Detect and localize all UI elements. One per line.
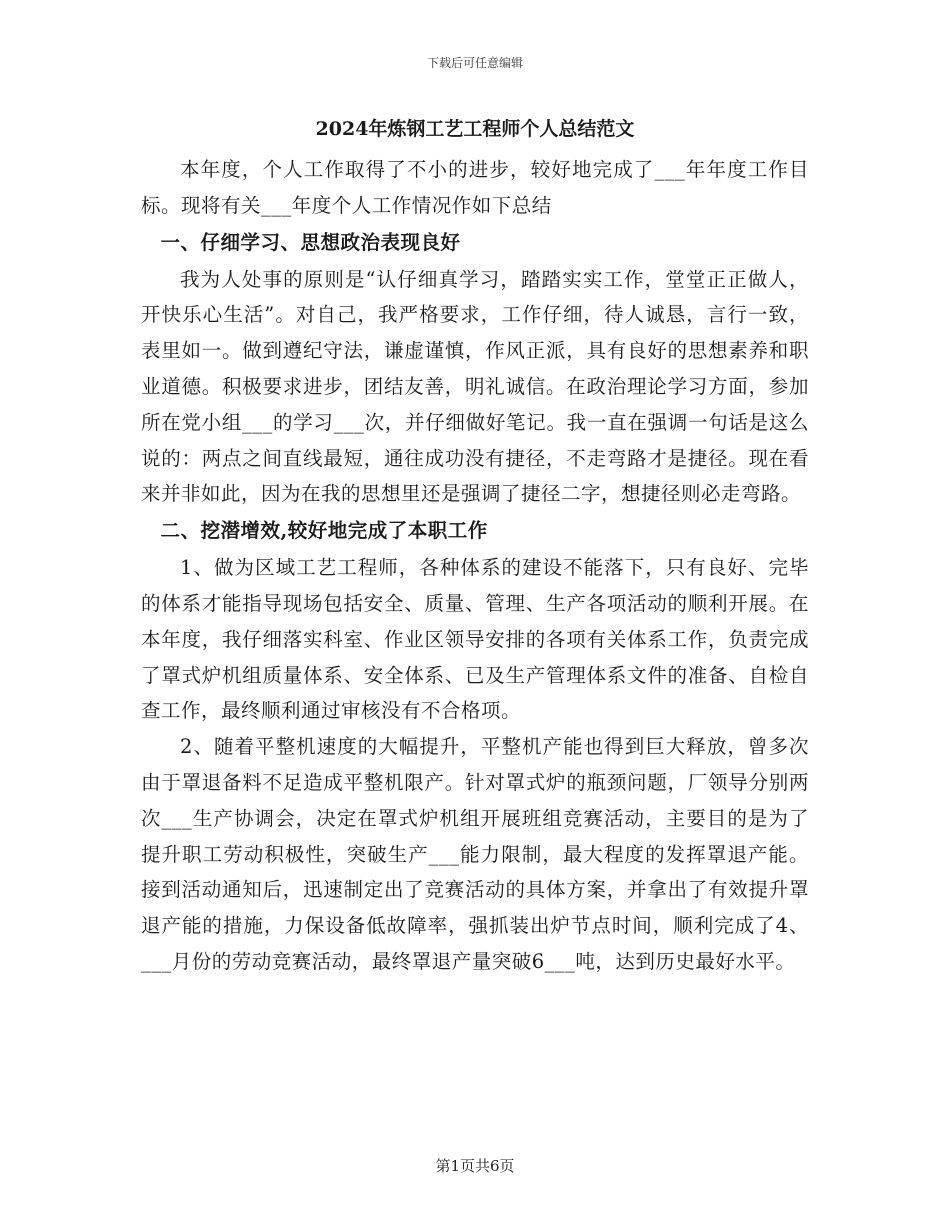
section-heading: 二、挖潜增效,较好地完成了本职工作	[160, 519, 488, 543]
document-body	[141, 110, 809, 980]
section-1	[141, 224, 809, 513]
intro-paragraph: 本年度，个人工作取得了不小的进步，较好地完成了___年年度工作目标。现将有关___年度个人工作情况作如下总结	[141, 158, 809, 217]
header-note: 下载后可任意编辑	[426, 56, 523, 70]
document-title: 2024年炼钢工艺工程师个人总结范文	[315, 118, 635, 140]
section-paragraph: 我为人处事的原则是“认仔细真学习，踏踏实实工作，堂堂正正做人，开快乐心生活”。对自己，我严格要求，工作仔细，待人诚恳，言行一致，表里如一。做到遵纪守法，谦虚谨慎，作风正派，具有良好的思想素养和职业道德。积极要求进步，团结友善，明礼诚信。在政治理论学习方面，参加所在党小组___的学习___次，并仔细做好笔记。我一直在强调一句话是这么说的：两点之间直线最短，通往成功没有捷径，不走弯路才是捷径。现在看来并非如此，因为在我的思想里还是强调了捷径二字，想捷径则必走弯路。	[141, 267, 809, 506]
section-paragraph: 2、随着平整机速度的大幅提升，平整机产能也得到巨大释放，曾多次由于罩退备料不足造成平整机限产。针对罩式炉的瓶颈问题，厂领导分别两次___生产协调会，决定在罩式炉机组开展班组竞赛活动，主要目的是为了提升职工劳动积极性，突破生产___能力限制，最大程度的发挥罩退产能。接到活动通知后，迅速制定出了竞赛活动的具体方案，并拿出了有效提升罩退产能的措施，力保设备低故障率，强抓装出炉节点时间，顺利完成了4、___月份的劳动竞赛活动，最终罩退产量突破6___吨，达到历史最好水平。	[141, 735, 809, 973]
section-2	[141, 512, 809, 980]
section-paragraph: 1、做为区域工艺工程师，各种体系的建设不能落下，只有良好、完毕的体系才能指导现场包括安全、质量、管理、生产各项活动的顺利开展。在本年度，我仔细落实科室、作业区领导安排的各项有关体系工作，负责完成了罩式炉机组质量体系、安全体系、已及生产管理体系文件的准备、自检自查工作，最终顺利通过审核没有不合格项。	[141, 556, 809, 723]
page-indicator: 第1页共6页	[435, 1157, 515, 1175]
section-heading: 一、仔细学习、思想政治表现良好	[160, 230, 461, 254]
